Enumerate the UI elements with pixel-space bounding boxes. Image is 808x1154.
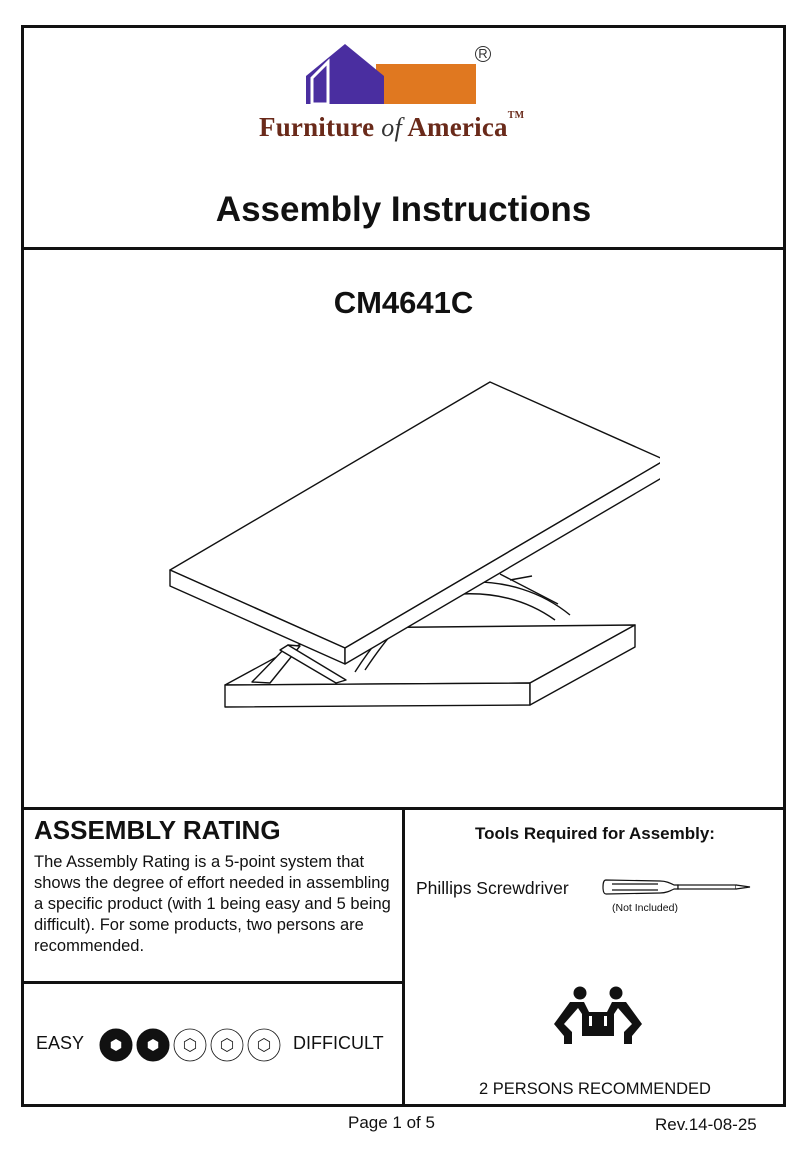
brand-logo <box>255 40 555 150</box>
persons-recommended-label: 2 PERSONS RECOMMENDED <box>479 1080 711 1098</box>
page-number: Page 1 of 5 <box>348 1113 435 1132</box>
rating-dot-empty <box>211 1029 243 1061</box>
rating-dot-empty <box>248 1029 280 1061</box>
tool-note: (Not Included) <box>612 902 678 914</box>
tools-heading: Tools Required for Assembly: <box>475 824 715 843</box>
model-number: CM4641C <box>333 285 474 320</box>
rating-dot-filled <box>137 1029 169 1061</box>
house-logo-icon <box>300 40 490 110</box>
revision-date: Rev.14-08-25 <box>655 1115 757 1134</box>
page-title: Assembly Instructions <box>215 190 592 229</box>
difficult-label: DIFFICULT <box>293 1033 384 1053</box>
rating-scale <box>98 1025 288 1065</box>
rating-dot-empty <box>174 1029 206 1061</box>
divider-vertical <box>402 807 405 1104</box>
screwdriver-icon <box>600 872 760 902</box>
divider-easy <box>24 981 402 984</box>
two-persons-lifting-icon <box>548 986 648 1046</box>
brand-name: Furniture of America™ <box>259 110 525 142</box>
assembly-rating-description: The Assembly Rating is a 5-point system that shows the degree of effort needed in assembling a specific product (with 1 being easy and 5 being difficult). For some products, two persons are recommended. <box>34 853 391 955</box>
coffee-table-illustration <box>160 370 660 770</box>
assembly-rating-heading: ASSEMBLY RATING <box>34 815 281 845</box>
divider-title <box>24 247 783 250</box>
rating-dot-filled <box>100 1029 132 1061</box>
easy-label: EASY <box>36 1033 85 1053</box>
registered-mark: R <box>475 46 491 62</box>
tool-name: Phillips Screwdriver <box>416 878 569 898</box>
